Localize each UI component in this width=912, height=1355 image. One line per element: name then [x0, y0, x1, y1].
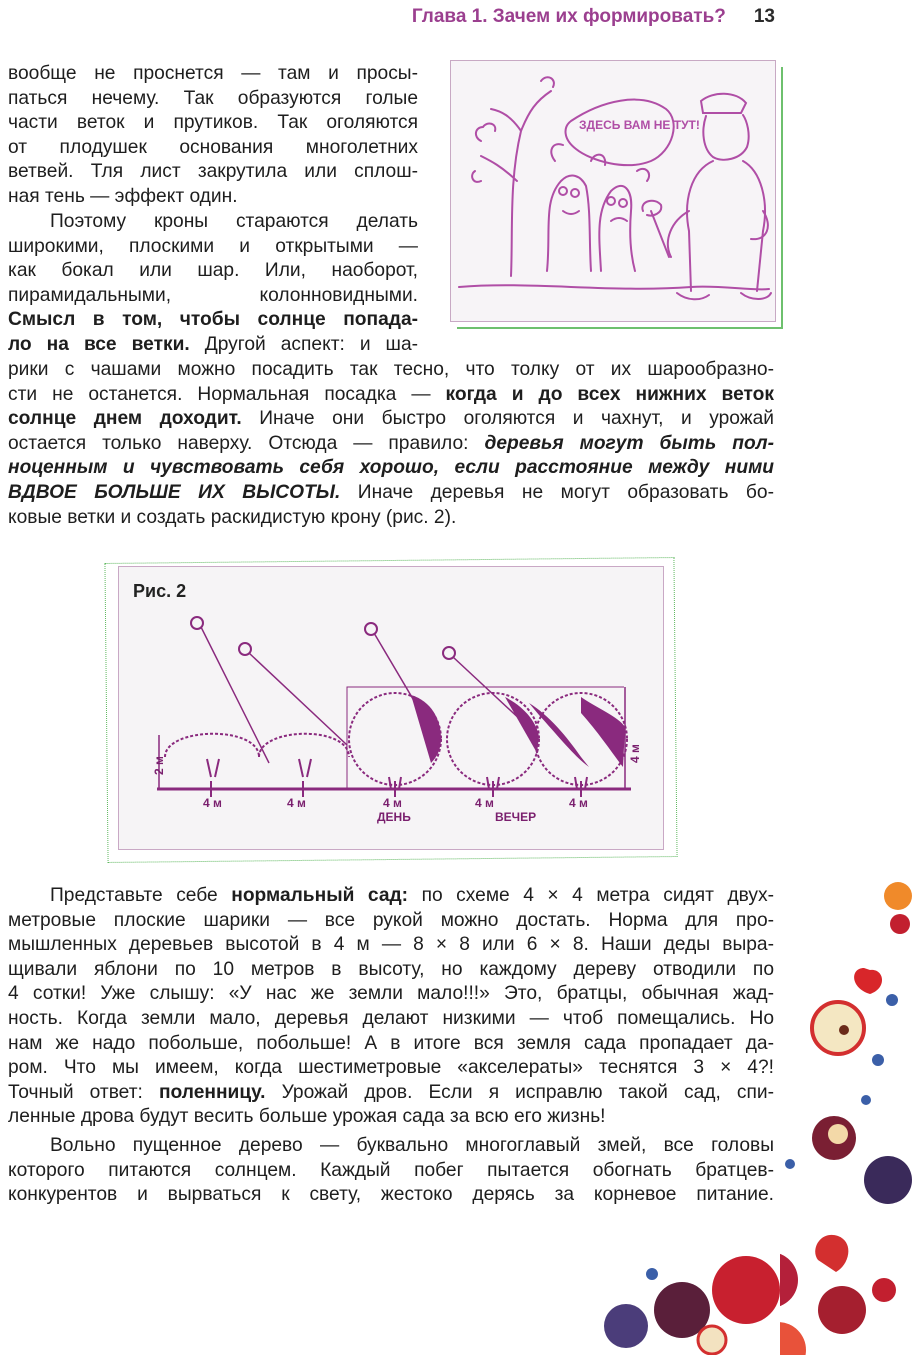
apple-slice-icon: [812, 1002, 864, 1054]
blueberry-icon: [886, 994, 898, 1006]
text-line: вообще не проснется — там и просы-: [8, 63, 418, 84]
bold-text: солнце днем доходит.: [8, 408, 242, 430]
text-line: 4 сотки! Уже слышу: «У нас же земли мало!!!» Это, братцы, обычная жад-: [8, 983, 774, 1005]
text-line: [8, 884, 774, 909]
bold-italic-text: ВДВОЕ БОЛЬШЕ ИХ ВЫСОТЫ.: [8, 481, 341, 503]
fruit-decoration: [780, 880, 912, 1355]
text-span: Представьте себе: [50, 885, 232, 906]
text-line: ром. Что мы имеем, когда шестиметровые «акселераты» теснятся 3 × 4?!: [8, 1057, 774, 1079]
text-line: [8, 456, 774, 481]
blueberry-icon: [646, 1268, 658, 1280]
text-span: остается только наверху. Отсюда — правило:: [8, 432, 485, 454]
text-line: ветвей. Тля лист закрутила или сплош-: [8, 161, 418, 183]
text-line: ковые ветки и создать раскидистую крону (рис. 2).: [8, 506, 457, 528]
text-line: части веток и прутиков. Так оголяются: [8, 112, 418, 134]
cartoon-illustration: [450, 60, 776, 322]
apple-icon: [780, 1322, 806, 1355]
text-line: паться нечему. Так образуются голые: [8, 87, 418, 109]
spacing-label: 4 м: [287, 796, 306, 810]
text-line: [8, 432, 774, 457]
bold-italic-text: деревья могут быть пол-: [484, 432, 774, 454]
figure-2: [118, 566, 664, 850]
text-line: Поэтому кроны стараются делать: [50, 211, 418, 232]
right-height-label: 4 м: [628, 744, 642, 763]
text-span: Иначе они быстро оголяются и чахнут, и урожай: [241, 408, 774, 430]
text-line: [8, 407, 774, 432]
apple-icon: [712, 1256, 780, 1324]
text-line: которого питаются солнцем. Каждый побег пытается обогнать братцев-: [8, 1159, 774, 1181]
cherry-icon: [872, 1278, 896, 1302]
text-line: мышленных деревьев высотой в 4 м — 8 × 8 или 6 × 8. Наши деды выра-: [8, 934, 774, 956]
text-span: по схеме 4 × 4 метра сидят двух-: [408, 885, 774, 906]
text-line: ленные дрова будут весить больше урожая сада за всю его жизнь!: [8, 1106, 606, 1128]
text-line: пирамидальными, колонновидными.: [8, 284, 418, 306]
paragraph-4: [8, 1134, 774, 1208]
spacing-label: 4 м: [203, 796, 222, 810]
apple-icon: [780, 1252, 798, 1308]
day-label: ДЕНЬ: [377, 810, 411, 824]
spacing-label: 4 м: [569, 796, 588, 810]
paragraph-3: [8, 884, 774, 1130]
text-line: Вольно пущенное дерево — буквально многоглавый змей, все головы: [50, 1135, 774, 1156]
cherry-icon: [890, 914, 910, 934]
paragraph-2-narrow: [8, 210, 418, 358]
bold-text: ло на все ветки.: [8, 333, 190, 355]
plum-icon: [604, 1304, 648, 1348]
text-line: конкурентов и вырваться к свету, жестоко дерясь за корневое питание.: [8, 1184, 774, 1206]
text-span: Другой аспект: и ша-: [189, 333, 419, 355]
paragraph-1: [8, 62, 418, 210]
text-span: Точный ответ:: [8, 1081, 159, 1103]
sign-text: ЗДЕСЬ ВАМ НЕ ТУТ!: [579, 118, 700, 132]
page-number: 13: [753, 6, 775, 27]
text-line: [8, 333, 418, 358]
text-line: [8, 308, 418, 333]
page-header: [330, 4, 775, 30]
cartoon-drawing: [451, 61, 775, 321]
blueberry-icon: [861, 1095, 871, 1105]
bold-text: нормальный сад:: [231, 885, 409, 906]
text-span: Иначе деревья не могут образовать бо-: [340, 481, 774, 503]
text-line: [8, 1081, 774, 1106]
text-line: как бокал или шар. Или, наоборот,: [8, 260, 418, 282]
left-height-label: 2 м: [152, 756, 166, 775]
figure-caption: Рис. 2: [133, 581, 187, 601]
fruit-decoration-bottom: [596, 1230, 780, 1355]
apple-slice-icon: [698, 1326, 726, 1354]
orange-icon: [884, 882, 912, 910]
cherry-icon: [818, 1286, 866, 1334]
spacing-label: 4 м: [383, 796, 402, 810]
text-line: ность. Когда земли мало, деревья делают низкими — чтоб помещались. Но: [8, 1007, 774, 1029]
evening-label: ВЕЧЕР: [495, 810, 537, 824]
blueberry-icon: [785, 1159, 795, 1169]
text-line: щивали яблони по 10 метров в высоту, но каждому дереву отводили по: [8, 958, 774, 980]
bold-italic-text: ноценным и чувствовать себя хорошо, если расстояние между ними: [8, 457, 774, 479]
text-line: [8, 383, 774, 408]
blueberry-icon: [872, 1054, 884, 1066]
text-line: ная тень — эффект один.: [8, 185, 238, 207]
text-line: рики с чашами можно посадить так тесно, что толку от их шарообразно-: [8, 359, 774, 380]
plum-icon: [864, 1156, 912, 1204]
strawberry-icon: [854, 968, 882, 994]
text-line: широкими, плоскими и открытыми —: [8, 235, 418, 257]
text-span: Урожай дров. Если я исправлю такой сад, спи-: [265, 1081, 774, 1103]
bold-text: поленницу.: [158, 1081, 266, 1103]
text-line: нам же надо побольше, побольше! А в итоге вся земля сада пропадает да-: [8, 1032, 774, 1054]
text-line: [8, 481, 774, 506]
text-span: сти не останется. Нормальная посадка —: [8, 383, 446, 405]
spacing-label: 4 м: [475, 796, 494, 810]
strawberry-icon: [815, 1235, 848, 1272]
text-line: метровые плоские шарики — все рукой можно достать. Норма для про-: [8, 909, 774, 931]
paragraph-2-wide: [8, 358, 774, 530]
bold-text: когда и до всех нижних веток: [445, 383, 774, 405]
bold-text: Смысл в том, чтобы солнце попада-: [8, 309, 418, 331]
text-line: от плодушек основания многолетних: [8, 136, 418, 158]
tree-spacing-diagram: [119, 567, 663, 849]
chapter-title: Глава 1. Зачем их формировать?: [411, 6, 726, 27]
